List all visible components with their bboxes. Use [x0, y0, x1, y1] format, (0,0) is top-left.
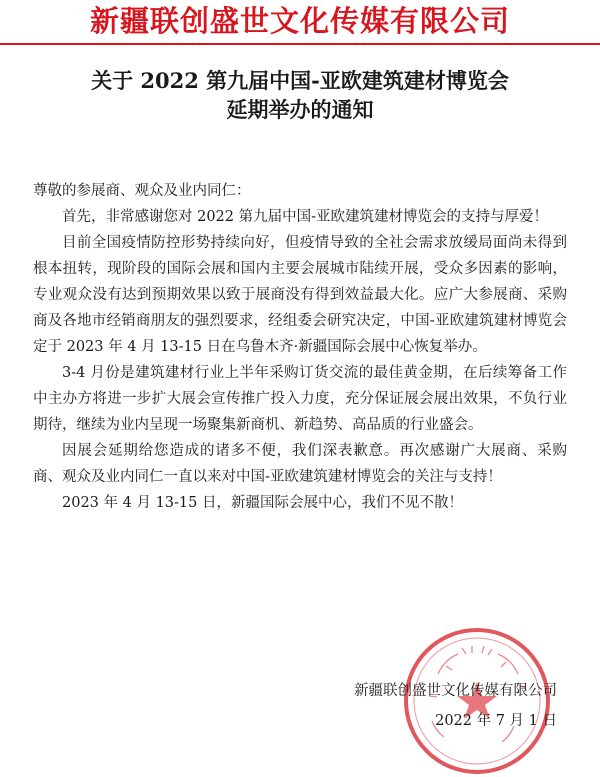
- salutation: 尊敬的参展商、观众及业内同仁：: [33, 183, 251, 199]
- paragraph-season: 3-4 月份是建筑建材行业上半年采购订货交流的最佳黄金期，在后续筹备工作中主办方将进一步扩大展会宣传推广投入力度，充分保证展会展出效果，不负行业期待，继续为业内呈现一场聚集新商机、新趋势、高品质的行业盛会。: [33, 365, 567, 433]
- notice-title-line-1: 关于 2022 第九届中国-亚欧建筑建材博览会: [91, 68, 509, 93]
- paragraph-postponement: 目前全国疫情防控形势持续向好，但疫情导致的全社会需求放缓局面尚未得到根本扭转，现阶段的国际会展和国内主要会展城市陆续开展，受众多因素的影响，专业观众没有达到预期效果以致于展商没有得到效益最大化。应广大参展商、采购商及各地市经销商朋友的强烈要求，经组委会研究决定，中国-亚欧建筑建材博览会定于 2023 年 4 月 13-15 日在乌鲁木齐·新疆国际会展中心恢复举办。: [33, 235, 567, 355]
- letterhead-company-name: 新疆联创盛世文化传媒有限公司: [89, 4, 510, 38]
- signature-block: [354, 676, 557, 736]
- notice-title-line-2: 延期举办的通知: [226, 97, 374, 122]
- signature-organization: 新疆联创盛世文化传媒有限公司: [354, 683, 557, 699]
- letterhead-divider: [0, 43, 600, 45]
- notice-title: [0, 66, 600, 124]
- paragraph-closing: 2023 年 4 月 13-15 日，新疆国际会展中心，我们不见不散！: [62, 495, 463, 511]
- paragraph-thanks: 首先，非常感谢您对 2022 第九届中国-亚欧建筑建材博览会的支持与厚爱！: [62, 209, 549, 225]
- signature-date: 2022 年 7 月 1 日: [435, 713, 557, 729]
- paragraph-apology: 因展会延期给您造成的诸多不便，我们深表歉意。再次感谢广大展商、采购商、观众及业内同仁一直以来对中国-亚欧建筑建材博览会的关注与支持！: [33, 443, 567, 485]
- notice-body: [33, 178, 567, 516]
